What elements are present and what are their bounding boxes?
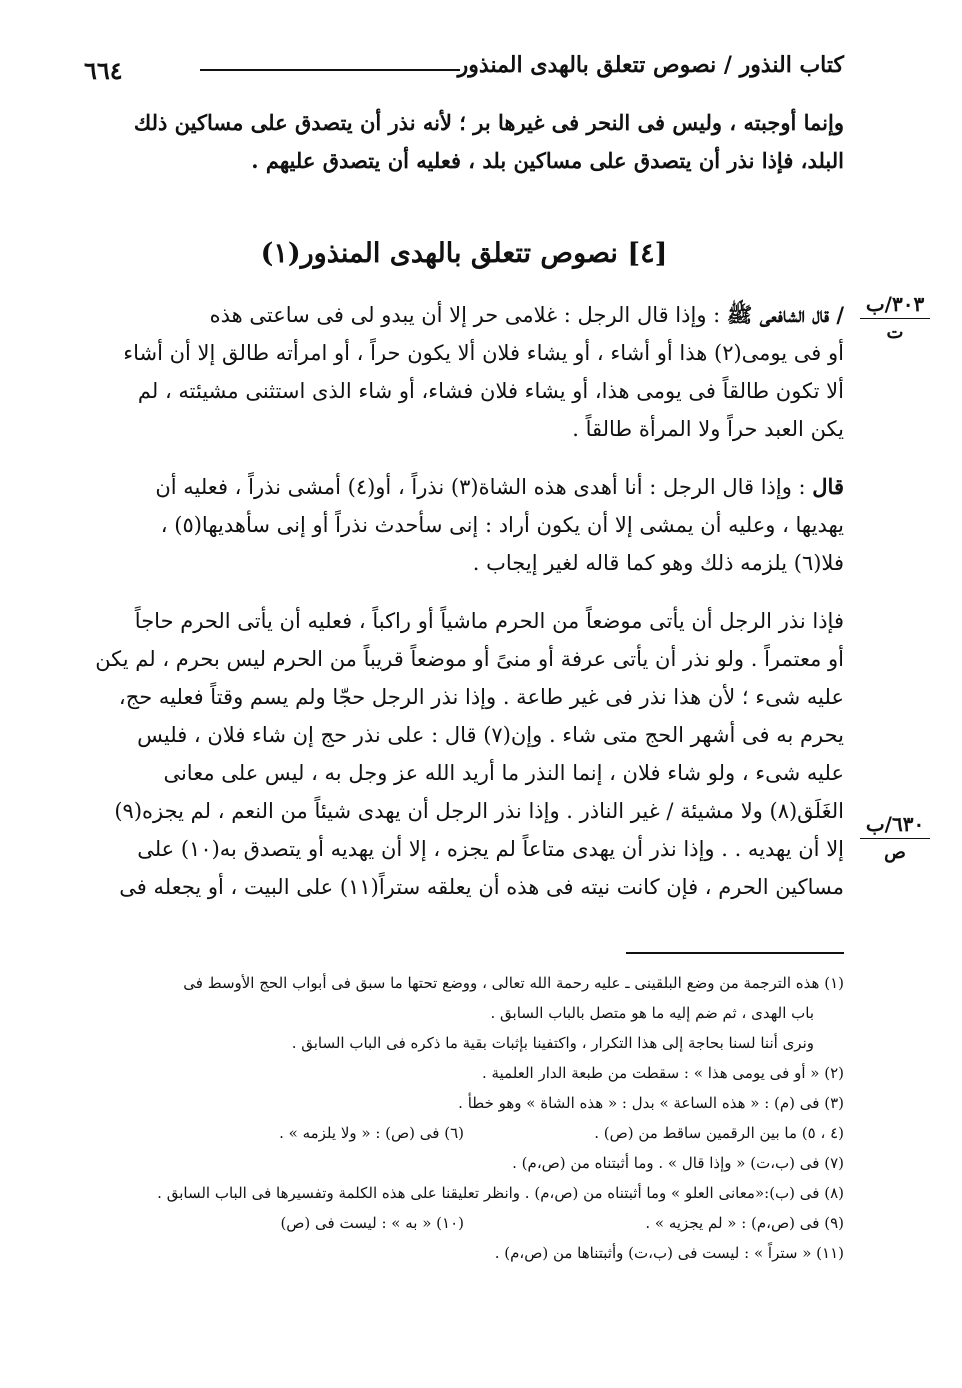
paragraph-text: : وإذا قال الرجل : غلامى حر إلا أن يبدو لى فى ساعتى هذه — [209, 303, 727, 327]
footnote-row-9-10 — [84, 1208, 844, 1238]
footnote-3: (٣) فى (م) : « هذه الساعة » بدل : « هذه الشاة » وهو خطأ . — [458, 1094, 844, 1112]
footnote-1: (١) هذه الترجمة من وضع البلقينى ـ عليه رحمة الله تعالى ، ووضع تحتها ما سبق فى أبواب الحج الأوسط فى — [183, 974, 844, 992]
section-title: [٤] نصوص تتعلق بالهدى المنذور(١) — [260, 238, 668, 269]
paragraph-3 — [84, 602, 844, 906]
paragraph-line — [84, 468, 844, 506]
paragraph-line: أو فى يومى(٢) هذا أو أشاء ، أو يشاء فلان ألا يكون حراً ، أو امرأته طالق إلا أن أشاء — [123, 341, 844, 365]
paragraph-line: عليه شىء ؛ لأن هذا نذر فى غير طاعة . وإذا نذر الرجل حجّا ولم يسم وقتاً فعليه حج، — [118, 685, 844, 709]
margin-note-ms-ref — [860, 812, 930, 865]
paragraph-line: عليه شىء ، ولو شاء فلان ، إنما النذر ما أريد الله عز وجل به ، ليس على معانى — [163, 761, 844, 785]
paragraph-text: : وإذا قال الرجل : أنا أهدى هذه الشاة(٣) نذراً ، أو(٤) أمشى نذراً ، فعليه أن — [155, 475, 813, 499]
footnote-separator — [626, 952, 844, 954]
paragraph-2 — [84, 468, 844, 582]
footnote-7: (٧) فى (ب،ت) « وإذا قال » . وما أثبتناه من (ص،م) . — [512, 1154, 844, 1172]
intro-paragraph — [84, 104, 844, 180]
footnote-11: (١١) « ستراً » : ليست فى (ب،ت) وأثبتناها من (ص،م) . — [494, 1244, 844, 1262]
footnotes — [84, 968, 844, 1268]
footnote-6: (٦) فى (ص) : « ولا يلزمه » . — [279, 1124, 464, 1142]
footnote-1-cont: باب الهدى ، ثم ضم إليه ما هو متصل بالباب السابق . — [490, 1004, 814, 1022]
paragraph-line: الغَلَق(٨) ولا مشيئة / غير الناذر . وإذا نذر الرجل أن يهدى شيئاً من النعم ، لم يجزه(٩) — [114, 799, 844, 823]
paragraph-line: فلا(٦) يلزمه ذلك وهو كما قاله لغير إيجاب . — [472, 551, 844, 575]
margin-note-ref: ٣٠٣/ب — [860, 292, 930, 319]
paragraph-line: يكن العبد حراً ولا المرأة طالقاً . — [572, 417, 844, 441]
footnote-8: (٨) فى (ب):«معانى العلو » وما أثبتناه من (ص،م) . وانظر تعليقنا على هذه الكلمة وتفسيرها فى الباب السابق . — [157, 1184, 844, 1202]
running-head — [84, 52, 844, 92]
running-head-rule — [200, 69, 460, 71]
footnote-2: (٢) « أو فى يومى هذا » : سقطت من طبعة الدار العلمية . — [481, 1064, 844, 1082]
paragraph-line: يهديها ، وعليه أن يمشى إلا أن يكون أراد : إنى سأحدث نذراً أو إنى سأهديها(٥) ، — [160, 513, 844, 537]
page-number: ٦٦٤ — [84, 56, 123, 85]
footnote-1-note: ونرى أننا لسنا بحاجة إلى هذا التكرار ، واكتفينا بإثبات بقية ما ذكره فى الباب السابق . — [291, 1034, 814, 1052]
paragraph-line: فإذا نذر الرجل أن يأتى موضعاً من الحرم ماشياً أو راكباً ، فعليه أن يأتى الحرم حاجاً — [134, 609, 844, 633]
margin-note-ms-ref — [860, 292, 930, 345]
running-head-title: كتاب النذور / نصوص تتعلق بالهدى المنذور — [457, 52, 844, 78]
paragraph-line: ألا تكون طالقاً فى يومى هذا، أو يشاء فلان فشاء، أو شاء الذى استثنى مشيئته ، لم — [137, 379, 844, 403]
footnote-4-5: (٤ ، ٥) ما بين الرقمين ساقط من (ص) . — [594, 1124, 844, 1142]
paragraph-line: إلا أن يهديه . . وإذا نذر أن يهدى متاعاً لم يجزه ، إلا أن يهديه أو يتصدق به(١٠) على — [137, 837, 844, 861]
footnote-9: (٩) فى (ص،م) : « لم يجزيه » . — [645, 1214, 844, 1232]
footnote-10: (١٠) « به » : ليست فى (ص) — [280, 1214, 464, 1232]
paragraph-1 — [84, 296, 844, 448]
intro-line: وإنما أوجبته ، وليس فى النحر فى غيرها بر ؛ لأنه نذر أن يتصدق على مساكين ذلك — [133, 110, 844, 135]
paragraph-line — [84, 296, 844, 334]
margin-note-ms: ت — [886, 322, 904, 343]
paragraph-line: أو معتمراً . ولو نذر أن يأتى عرفة أو منىً أو موضعاً قريباً من الحرم ليس بحرم ، لم يكن — [95, 647, 844, 671]
margin-note-ms: ص — [884, 842, 906, 863]
paragraph-line: مساكين الحرم ، فإن كانت نيته فى هذه أن يعلقه ستراً(١١) على البيت ، أو يجعله فى — [119, 875, 844, 899]
footnote-row-4-6 — [84, 1118, 844, 1148]
paragraph-lead: قال — [812, 474, 844, 499]
paragraph-line: يحرم به فى أشهر الحج متى شاء . وإن(٧) قال : على نذر حج إن شاء فلان ، فليس — [137, 723, 844, 747]
intro-line: البلد، فإذا نذر أن يتصدق على مساكين بلد ، فعليه أن يتصدق عليهم . — [251, 148, 844, 173]
paragraph-lead: / قال الشافعى ﷺ — [726, 302, 844, 327]
margin-note-ref: ٦٣٠/ب — [860, 812, 930, 839]
